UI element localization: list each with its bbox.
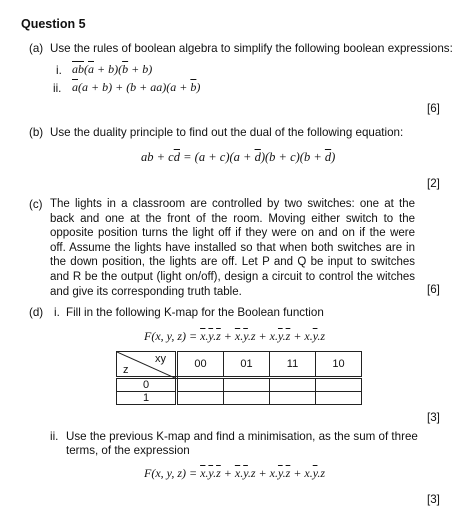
part-d-i-marks: [3] bbox=[427, 411, 440, 424]
part-d-label: (d) bbox=[29, 306, 44, 319]
question-title: Question 5 bbox=[21, 17, 86, 31]
part-a-i-label: i. bbox=[56, 64, 62, 77]
part-c-marks: [6] bbox=[427, 283, 440, 296]
part-d-i-label: i. bbox=[54, 306, 60, 319]
kmap-cell bbox=[224, 378, 270, 392]
kmap-cell bbox=[270, 378, 316, 392]
kmap-col-var: xy bbox=[155, 353, 166, 365]
part-b-marks: [2] bbox=[427, 177, 440, 190]
part-d-ii-function: F(x, y, $z) = \overline{x}.\overline{y}.\overline{z} + \overline{x}.\overline{y}.z + x.\overline{y}.\overline{z} + x.\overline{y}.z$ bbox=[144, 466, 326, 480]
part-b-text: Use the duality principle to find out the dual of the following equation: bbox=[50, 126, 404, 139]
part-d-ii-text-2: terms, of the expression bbox=[66, 444, 190, 457]
part-d-ii-label: ii. bbox=[50, 430, 59, 443]
part-a-text: Use the rules of boolean algebra to simplify the following boolean expressions: bbox=[50, 42, 453, 55]
part-d-ii-marks: [3] bbox=[427, 493, 440, 506]
kmap-row-var: z bbox=[123, 364, 129, 376]
kmap-col-header: 01 bbox=[224, 352, 270, 378]
kmap-cell bbox=[316, 392, 362, 405]
part-b-label: (b) bbox=[29, 126, 44, 139]
kmap-cell bbox=[177, 378, 224, 392]
part-a-label: (a) bbox=[29, 42, 44, 55]
kmap-corner-cell bbox=[117, 352, 177, 378]
part-a-i-expression: $\overline{ab}(\overline{a} + b)(\overline{b} + b)$ bbox=[72, 62, 153, 76]
kmap-cell bbox=[224, 392, 270, 405]
kmap-col-header: 00 bbox=[177, 352, 224, 378]
part-a-ii-expression: $\overline{a}(a + b) + (b + aa)(a + \overline{b})$ bbox=[72, 80, 201, 94]
part-a-marks: [6] bbox=[427, 102, 440, 115]
kmap-col-header: 10 bbox=[316, 352, 362, 378]
kmap-cell bbox=[316, 378, 362, 392]
part-d-i-text: Fill in the following K-map for the Boolean function bbox=[66, 306, 324, 319]
part-d-ii-text-1: Use the previous K-map and find a minimisation, as the sum of three bbox=[66, 430, 418, 443]
kmap-table bbox=[116, 351, 362, 405]
kmap-cell bbox=[270, 392, 316, 405]
kmap-row-header: 0 bbox=[117, 378, 177, 392]
part-c-label: (c) bbox=[29, 198, 43, 211]
kmap-row-header: 1 bbox=[117, 392, 177, 405]
kmap-col-header: 11 bbox=[270, 352, 316, 378]
kmap-cell bbox=[177, 392, 224, 405]
part-b-equation: ab + $c\overline{d} = (a + c)(a + \overline{d})(b + c)(b + \overline{d})$ bbox=[141, 150, 336, 164]
part-d-i-function: F(x, y, $z) = \overline{x}.\overline{y}.\overline{z} + \overline{x}.\overline{y}.z + x.\overline{y}.\overline{z} + x.\overline{y}.z$ bbox=[144, 329, 326, 343]
part-a-ii-label: ii. bbox=[53, 82, 62, 95]
part-c-text: The lights in a classroom are controlled by two switches: one at the back and one at the front of the room. Moving either switch to the opposite position turns the light off if they were on and on if the were off. Assume the lights have installed so that when both switches are in the down position, the lights are off. Let P and Q be input to switches and R be the output (light on/off), design a circuit to control the witches and give its corresponding truth table. bbox=[50, 198, 415, 298]
